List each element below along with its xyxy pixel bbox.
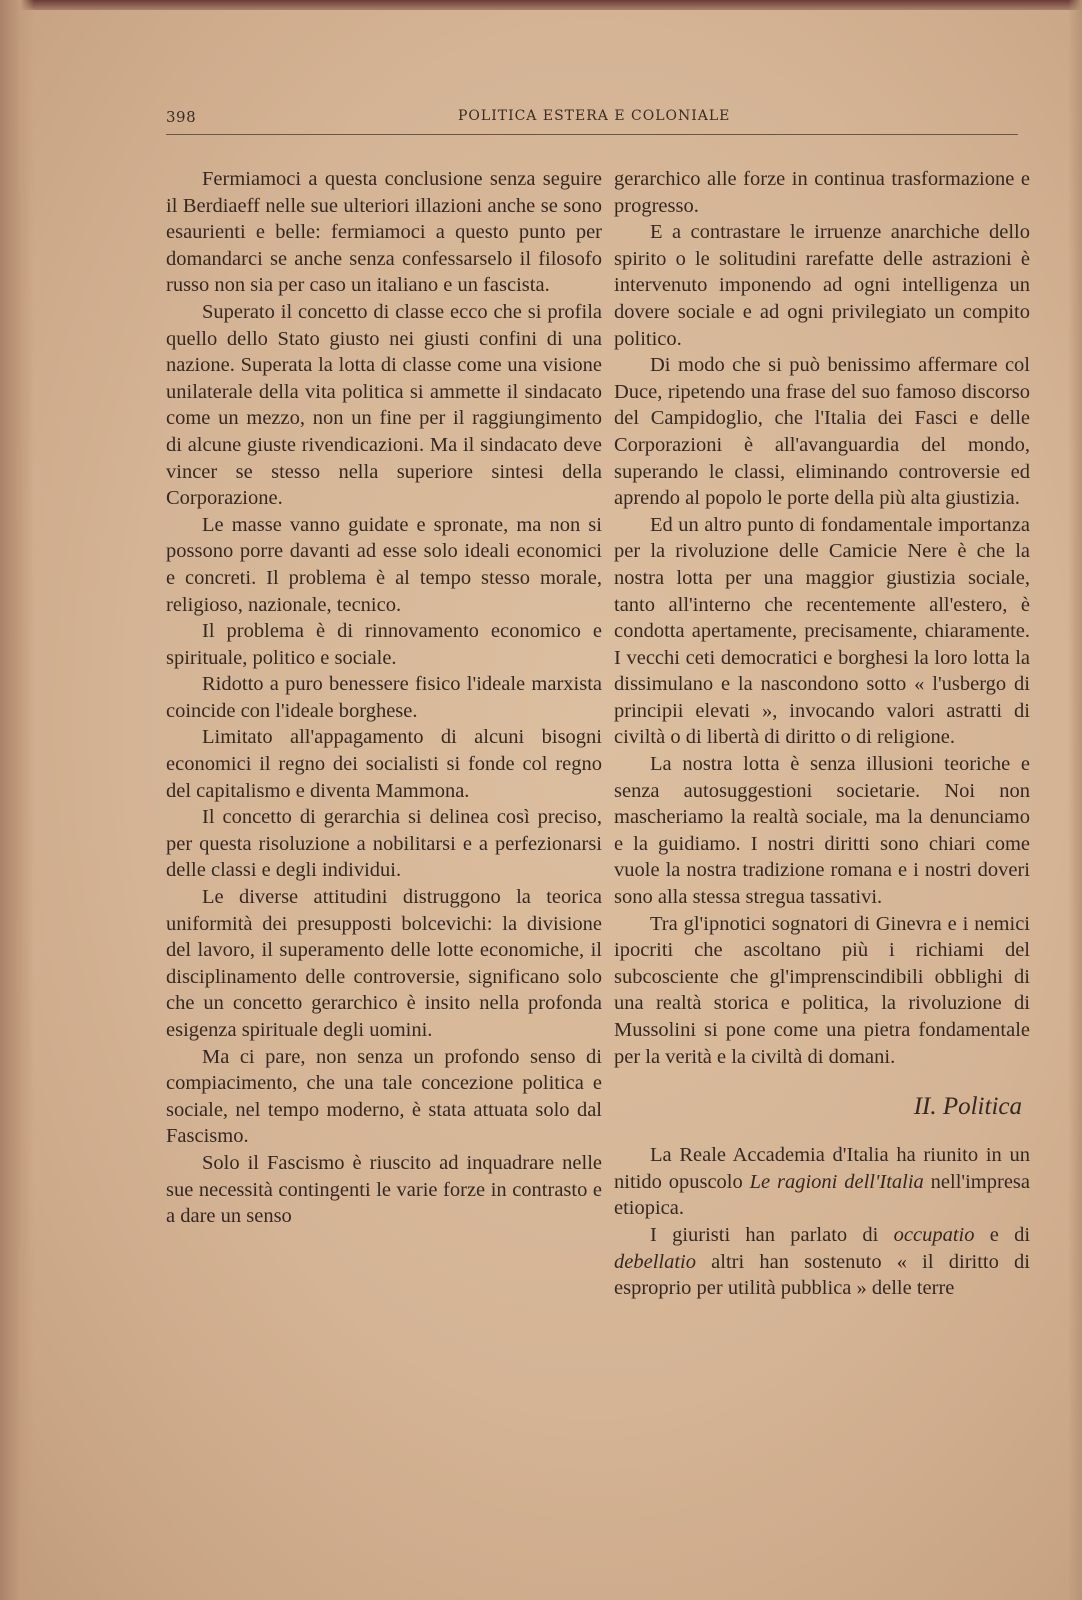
paragraph: E a contrastare le irruenze anarchiche dello spirito o le solitudini rarefatte delle astrazioni è intervenuto imponendo ad ogni intelligenza un dovere sociale e ad ogni privilegiato un compito politico. [614,221,1030,350]
paragraph: Le diverse attitudini distruggono la teorica uniformità dei presupposti bolcevichi: la divisione del lavoro, il superamento delle lotte economiche, il disciplinamento delle controversie, significano solo che un concetto gerarchico è insito nella profonda esigenza spirituale degli uomini. [166,886,602,1041]
paragraph: Superato il concetto di classe ecco che si profila quello dello Stato giusto nei giusti confini di una nazione. Superata la lotta di classe come una visione unilaterale della vita politica si ammette il sindacato come un mezzo, non un fine per il raggiungimento di alcune giuste rivendicazioni. Ma il sindacato deve vincer se stesso nella superiore sintesi della Corporazione. [166,300,602,510]
paragraph [614,1222,1030,1302]
paragraph: Ma ci pare, non senza un profondo senso di compiacimento, che una tale concezione politica e sociale, nel tempo moderno, è stata attuata solo dal Fascismo. [166,1045,602,1148]
text-run: nell'impresa etiopica. [614,1170,1031,1220]
paragraph: Il problema è di rinnovamento economico e spirituale, politico e sociale. [166,620,602,669]
latin-term: occupatio [893,1223,975,1246]
book-title: Le ragioni dell'Italia [749,1170,924,1193]
text-run: I giuristi han parlato di [650,1223,894,1246]
binding-gutter [0,0,34,1600]
paragraph-continuation: gerarchico alle forze in continua trasformazione e progresso. [614,168,1030,217]
left-column [166,166,602,1230]
paragraph [614,1142,1030,1222]
section-heading: II. Politica [913,1093,1022,1121]
running-title: POLITICA ESTERA E COLONIALE [458,108,731,124]
paragraph: Ed un altro punto di fondamentale importanza per la rivoluzione delle Camicie Nere è che la nostra lotta per una maggior giustizia sociale, tanto all'interno che recentemente all'estero, è condotta apertamente, precisamente, chiaramente. I vecchi ceti democratici e borghesi la loro lotta la dissimulano e la nascondono sotto « l'usbergo di principii elevati », invocando valori astratti di civiltà o di libertà di diritto o di religione. [614,513,1030,749]
right-column [614,166,1030,1302]
paragraph: Ridotto a puro benessere fisico l'ideale marxista coincide con l'ideale borghese. [166,673,602,722]
text-run: altri han sostenuto « il diritto di esproprio per utilità pubblica » delle terre [614,1250,1030,1300]
paragraph: Le masse vanno guidate e spronate, ma non si possono porre davanti ad esse solo ideali economici e concreti. Il problema è al tempo stesso morale, religioso, nazionale, tecnico. [166,513,602,616]
paragraph: Di modo che si può benissimo affermare col Duce, ripetendo una frase del suo famoso discorso del Campidoglio, che l'Italia dei Fasci e delle Corporazioni è all'avanguardia del mondo, superando le classi, eliminando controversie ed aprendo al popolo le porte della più alta giustizia. [614,354,1030,510]
page-top-edge [0,0,1082,10]
text-run: e di [974,1223,1031,1246]
paragraph: Solo il Fascismo è riuscito ad inquadrare nelle sue necessità contingenti le varie forze in contrasto e a dare un senso [166,1151,602,1228]
paragraph: La nostra lotta è senza illusioni teoriche e senza autosuggestioni societarie. Noi non mascheriamo la realtà sociale, ma la denunciamo e la guidiamo. I nostri diritti sono chiari come vuole la nostra tradizione romana e i nostri doveri sono alla stessa stregua tassativi. [614,753,1030,909]
text-run: La Reale Accademia d'Italia ha riunito in un nitido opuscolo [614,1144,1030,1193]
page-right-edge [1068,0,1082,1600]
paragraph: Il concetto di gerarchia si delinea così preciso, per questa risoluzione a nobilitarsi e a perfezionarsi delle classi e degli individui. [166,806,602,882]
page-number: 398 [166,108,197,126]
paragraph: Tra gl'ipnotici sognatori di Ginevra e i nemici ipocriti che ascoltano più i richiami del subcosciente che gl'imprenscindibili obblighi di una realtà storica e politica, la rivoluzione di Mussolini si pone come una pietra fondamentale per la verità e la civiltà di domani. [614,912,1030,1068]
paragraph: Fermiamoci a questa conclusione senza seguire il Berdiaeff nelle sue ulteriori illazioni anche se sono esaurienti e belle: fermiamoci a questo punto per domandarci se anche senza confessarselo il filosofo russo non sia per caso un italiano e un fascista. [166,168,602,297]
paragraph: Limitato all'appagamento di alcuni bisogni economici il regno dei socialisti si fonde col regno del capitalismo e diventa Mammona. [166,726,602,802]
latin-term: debellatio [614,1250,696,1273]
running-header [166,104,1018,135]
